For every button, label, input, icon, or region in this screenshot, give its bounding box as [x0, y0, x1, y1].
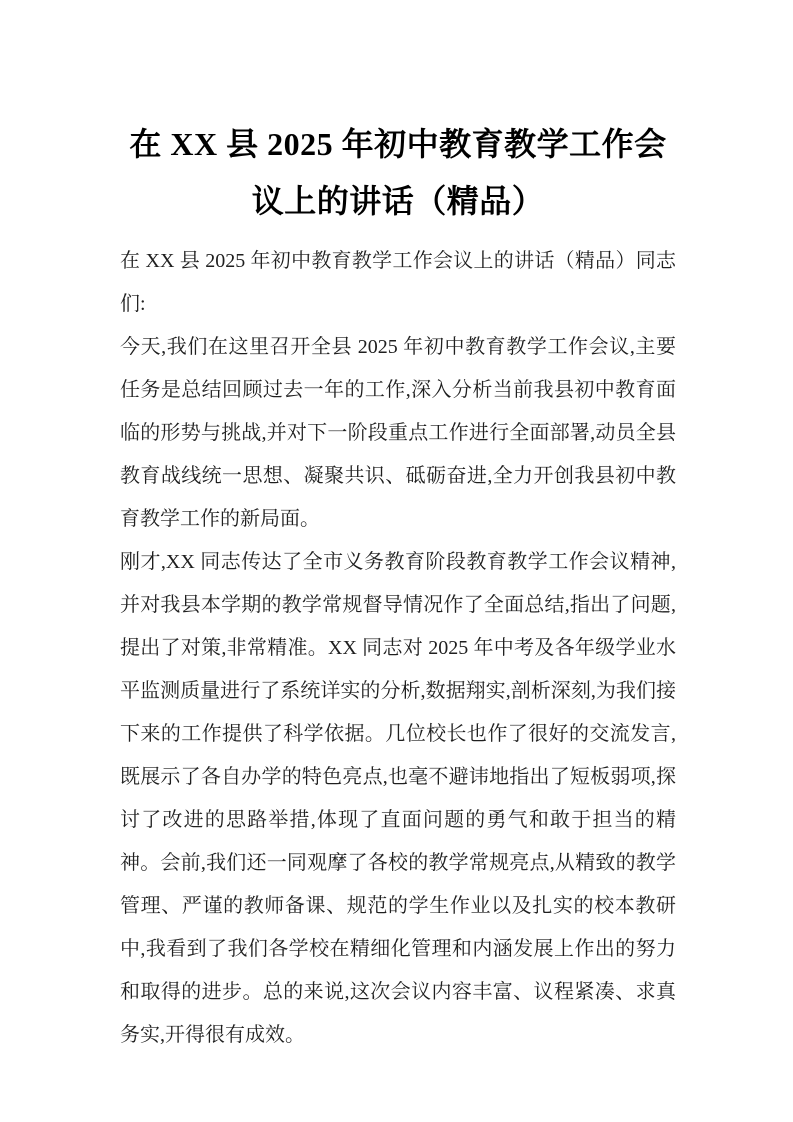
document-title: 在 XX 县 2025 年初中教育教学工作会议上的讲话（精品）	[129, 126, 667, 219]
paragraph-opening: 今天,我们在这里召开全县 2025 年初中教育教学工作会议,主要任务是总结回顾过去一年的工作,深入分析当前我县初中教育面临的形势与挑战,并对下一阶段重点工作进行全面部署,动员全县教育战线统一思想、凝聚共识、砥砺奋进,全力开创我县初中教育教学工作的新局面。	[120, 336, 676, 530]
paragraph-review: 刚才,XX 同志传达了全市义务教育阶段教育教学工作会议精神,并对我县本学期的教学常规督导情况作了全面总结,指出了问题,提出了对策,非常精准。XX 同志对 2025 年中考及各年级学业水平监测质量进行了系统详实的分析,数据翔实,剖析深刻,为我们接下来的工作提供了科学依据。几位校长也作了很好的交流发言,既展示了各自办学的特色亮点,也毫不避讳地指出了短板弱项,探讨了改进的思路举措,体现了直面问题的勇气和敢于担当的精神。会前,我们还一同观摩了各校的教学常规亮点,从精致的教学管理、严谨的教师备课、规范的学生作业以及扎实的校本教研中,我看到了我们各学校在精细化管理和内涵发展上作出的努力和取得的进步。总的来说,这次会议内容丰富、议程紧凑、求真务实,开得很有成效。	[120, 551, 676, 1046]
document-body	[120, 240, 676, 1057]
paragraph-salutation: 在 XX 县 2025 年初中教育教学工作会议上的讲话（精品）同志们:	[120, 250, 676, 315]
